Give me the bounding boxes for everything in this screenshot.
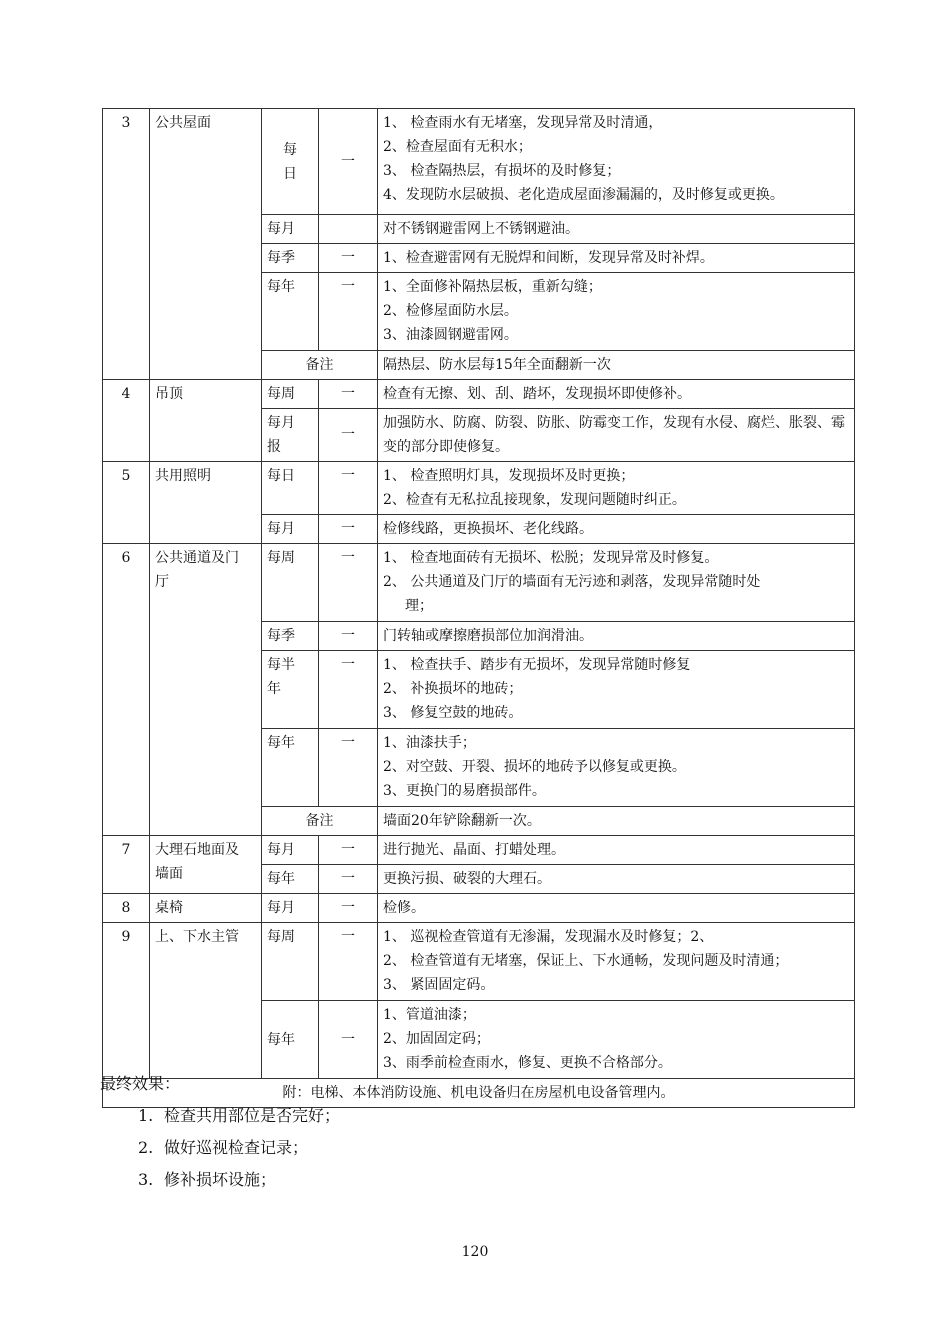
result-list <box>138 1102 340 1198</box>
content-cell <box>378 273 855 351</box>
mark: 一 <box>319 651 378 729</box>
content-line: 1、全面修补隔热层板，重新勾缝； <box>383 279 602 295</box>
content-line: 2、 补换损坏的地砖； <box>383 681 523 697</box>
row-number: 6 <box>103 544 150 836</box>
content-line: 2、检查屋面有无积水； <box>383 139 532 155</box>
item-name-text: 公共通道及门厅 <box>155 550 239 590</box>
frequency-text: 每半年 <box>267 657 295 697</box>
content-line: 3、雨季前检查雨水，修复、更换不合格部分。 <box>383 1055 672 1071</box>
mark: 一 <box>319 923 378 1001</box>
content-line: 对不锈钢避雷网上不锈钢避油。 <box>383 221 579 237</box>
maintenance-table <box>102 108 855 1108</box>
content-line: 2、检查有无私拉乱接现象，发现问题随时纠正。 <box>383 492 686 508</box>
mark: 一 <box>319 409 378 462</box>
frequency <box>262 651 319 729</box>
content-line: 2、加固固定码； <box>383 1031 490 1047</box>
content-line: 1、 检查照明灯具，发现损坏及时更换； <box>383 468 635 484</box>
frequency: 每年 <box>262 273 319 351</box>
frequency: 每月 <box>262 215 319 244</box>
content-cell <box>378 651 855 729</box>
table-footer-note: 附：电梯、本体消防设施、机电设备归在房屋机电设备管理内。 <box>103 1079 855 1108</box>
frequency: 每年 <box>262 729 319 807</box>
mark: 一 <box>319 836 378 865</box>
content-line: 1、管道油漆； <box>383 1007 476 1023</box>
content-cell <box>378 215 855 244</box>
mark: 一 <box>319 1001 378 1079</box>
list-text: 修补损坏设施； <box>164 1170 277 1189</box>
row-number: 5 <box>103 462 150 544</box>
content-line: 1、 检查雨水有无堵塞，发现异常及时清通， <box>383 115 663 131</box>
row-number: 4 <box>103 380 150 462</box>
frequency: 每日 <box>283 141 297 182</box>
content-line: 3、 紧固固定码。 <box>383 977 495 993</box>
content-cell <box>378 109 855 215</box>
mark: 一 <box>319 544 378 622</box>
note-label: 备注 <box>262 351 378 380</box>
content-line: 1、 检查地面砖有无损坏、松脱；发现异常及时修复。 <box>383 550 719 566</box>
content-line: 1、检查避雷网有无脱焊和间断，发现异常及时补焊。 <box>383 250 714 266</box>
content-line: 检修。 <box>383 900 425 916</box>
content-line: 2、 公共通道及门厅的墙面有无污迹和剥落，发现异常随时处 <box>383 574 761 590</box>
content-cell <box>378 244 855 273</box>
list-number: 2. <box>138 1138 154 1157</box>
mark: 一 <box>319 622 378 651</box>
list-item <box>138 1102 340 1134</box>
content-cell <box>378 729 855 807</box>
mark: 一 <box>319 515 378 544</box>
list-number: 3. <box>138 1170 154 1189</box>
note-text: 墙面20年铲除翻新一次。 <box>378 807 855 836</box>
frequency: 每季 <box>262 244 319 273</box>
item-name <box>150 544 262 836</box>
content-line: 3、更换门的易磨损部件。 <box>383 783 546 799</box>
content-cell <box>378 1001 855 1079</box>
item-name: 桌椅 <box>150 894 262 923</box>
content-line: 1、油漆扶手； <box>383 735 476 751</box>
content-line: 检查有无擦、划、刮、踏坏，发现损坏即使修补。 <box>383 386 691 402</box>
page-number: 120 <box>461 1244 489 1260</box>
content-line: 1、 巡视检查管道有无渗漏，发现漏水及时修复；2、 <box>383 929 714 945</box>
item-name <box>150 836 262 894</box>
frequency-cell <box>262 109 319 215</box>
frequency: 每日 <box>262 462 319 515</box>
content-cell <box>378 865 855 894</box>
row-number: 8 <box>103 894 150 923</box>
item-name: 共用照明 <box>150 462 262 544</box>
frequency: 每月 <box>262 515 319 544</box>
list-item <box>138 1166 340 1198</box>
frequency: 每周 <box>262 544 319 622</box>
mark <box>319 215 378 244</box>
frequency: 每月 <box>262 894 319 923</box>
content-cell <box>378 380 855 409</box>
content-line: 3、 修复空鼓的地砖。 <box>383 705 523 721</box>
note-text: 隔热层、防水层每15年全面翻新一次 <box>378 351 855 380</box>
mark: 一 <box>319 273 378 351</box>
list-text: 检查共用部位是否完好； <box>164 1106 341 1125</box>
content-line: 2、检修屋面防水层。 <box>383 303 518 319</box>
mark: 一 <box>319 380 378 409</box>
content-line: 更换污损、破裂的大理石。 <box>383 871 551 887</box>
content-cell <box>378 515 855 544</box>
mark: 一 <box>319 865 378 894</box>
frequency-text: 每月报 <box>267 415 295 455</box>
content-cell <box>378 462 855 515</box>
mark: 一 <box>319 109 378 215</box>
frequency: 每年 <box>262 1001 319 1079</box>
content-cell <box>378 409 855 462</box>
row-number: 3 <box>103 109 150 380</box>
mark: 一 <box>319 462 378 515</box>
content-line: 1、 检查扶手、踏步有无损坏，发现异常随时修复 <box>383 657 691 673</box>
item-name: 吊顶 <box>150 380 262 462</box>
content-cell <box>378 894 855 923</box>
content-cell <box>378 836 855 865</box>
content-cell <box>378 622 855 651</box>
frequency: 每季 <box>262 622 319 651</box>
row-number: 9 <box>103 923 150 1079</box>
item-name: 上、下水主管 <box>150 923 262 1079</box>
frequency: 每年 <box>262 865 319 894</box>
content-line: 2、对空鼓、开裂、损坏的地砖予以修复或更换。 <box>383 759 686 775</box>
content-line: 4、发现防水层破损、老化造成屋面渗漏漏的，及时修复或更换。 <box>383 187 784 203</box>
note-label: 备注 <box>262 807 378 836</box>
result-title: 最终效果： <box>100 1074 181 1093</box>
list-item <box>138 1134 340 1166</box>
content-line: 门转轴或摩擦磨损部位加润滑油。 <box>383 628 593 644</box>
frequency: 每周 <box>262 923 319 1001</box>
item-name: 公共屋面 <box>150 109 262 380</box>
frequency: 每周 <box>262 380 319 409</box>
content-cell <box>378 544 855 622</box>
frequency <box>262 409 319 462</box>
mark: 一 <box>319 729 378 807</box>
content-line: 3、油漆圆钢避雷网。 <box>383 327 518 343</box>
mark: 一 <box>319 894 378 923</box>
content-line: 加强防水、防腐、防裂、防胀、防霉变工作，发现有水侵、腐烂、胀裂、霉变的部分即使修复。 <box>383 415 845 455</box>
mark: 一 <box>319 244 378 273</box>
row-number: 7 <box>103 836 150 894</box>
content-cell <box>378 923 855 1001</box>
list-number: 1. <box>138 1106 154 1125</box>
content-line: 理； <box>405 598 433 614</box>
content-line: 2、 检查管道有无堵塞，保证上、下水通畅，发现问题及时清通； <box>383 953 789 969</box>
content-line: 3、 检查隔热层，有损坏的及时修复； <box>383 163 621 179</box>
content-line: 检修线路，更换损坏、老化线路。 <box>383 521 593 537</box>
content-line: 进行抛光、晶面、打蜡处理。 <box>383 842 565 858</box>
frequency: 每月 <box>262 836 319 865</box>
item-name-text: 大理石地面及墙面 <box>155 842 239 882</box>
list-text: 做好巡视检查记录； <box>164 1138 309 1157</box>
